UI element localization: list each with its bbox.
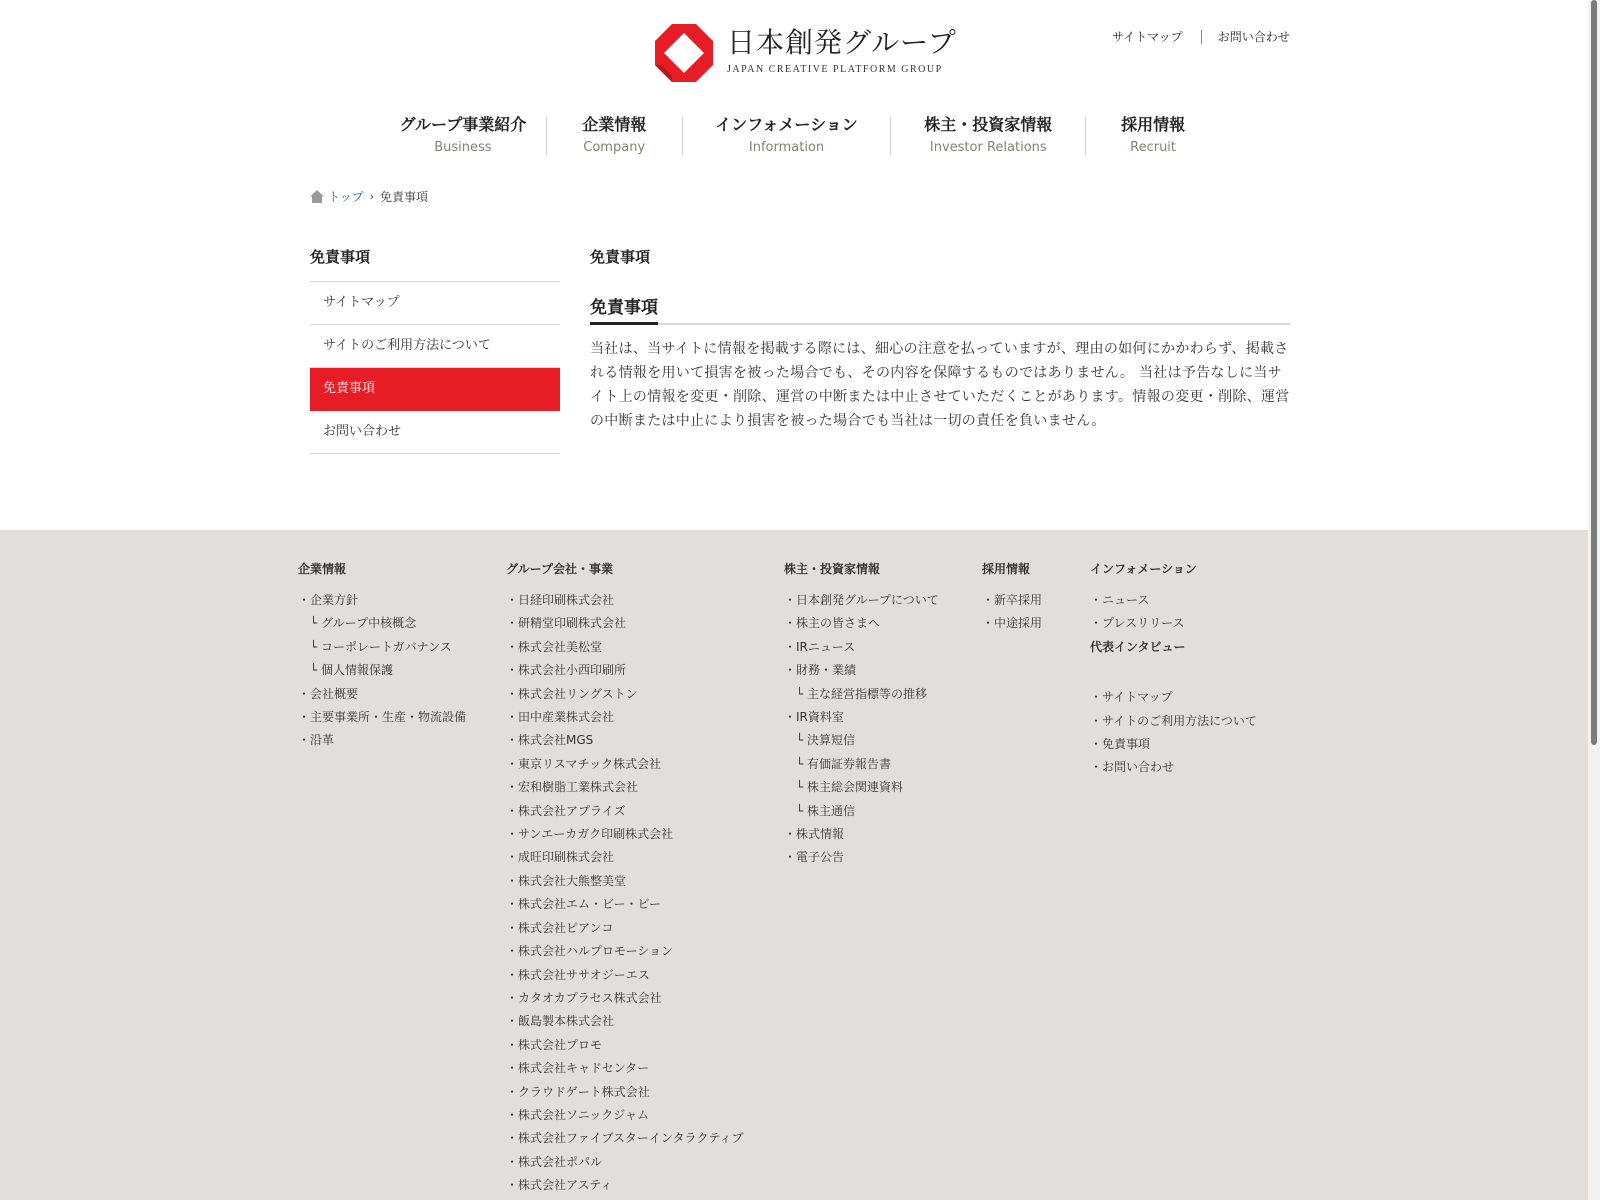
sidebar [310,240,560,454]
footer-link[interactable]: ・株式会社アプライズ [506,803,626,818]
footer-link[interactable]: ・会社概要 [298,686,359,701]
footer-link[interactable]: ・株式会社大熊整美堂 [506,873,627,888]
footer-link[interactable]: ・株式会社キャドセンター [506,1061,650,1076]
footer-link[interactable]: ・沿革 [298,733,335,748]
footer-link[interactable]: ・株式会社小西印刷所 [506,663,627,678]
footer-link[interactable]: ・電子公告 [784,850,845,865]
footer-link[interactable]: ・主要事業所・生産・物流設備 [298,710,467,725]
footer-link[interactable]: ・サイトのご利用方法について [1090,713,1257,728]
gnav-sublabel: Information [748,140,825,155]
footer-link[interactable]: ・ニュース [1090,593,1150,607]
footer-link[interactable]: ・株式会社ポパル [506,1154,603,1169]
footer-link[interactable]: ・株式会社ファイブスターインタラクティブ [506,1131,744,1146]
footer-link[interactable]: ・株式会社エム・ビー・ビー [506,897,662,912]
disclaimer-text: 当社は、当サイトに情報を掲載する際には、細心の注意を払っていますが、理由の如何にかかわらず、掲載される情報を用いて損害を被った場合でも、その内容を保障するものではありません。 当社は予告なしに当サイト上の情報を変更・削除、運営の中断または中止させていただくことがあります。情報の変更・削除、運営の中断または中止により損害を被った場合でも当社は一切の責任を負いません。 [590,341,1290,429]
footer-link[interactable]: └ 主な経営指標等の推移 [796,686,928,701]
page-title: 免責事項 [590,248,651,266]
sidebar-item-site-usage[interactable]: サイトのご利用方法について [310,325,560,368]
gnav-item-business[interactable] [380,112,546,158]
footer-heading-interview[interactable]: 代表インタビュー [1090,639,1186,654]
top-link-sitemap[interactable]: サイトマップ [1112,30,1183,44]
footer-link[interactable]: └ コーポレートガバナンス [310,639,452,654]
footer-heading: 企業情報 [298,562,347,576]
gnav-item-company[interactable] [547,112,682,158]
footer-link[interactable]: ・サイトマップ [1090,690,1173,705]
footer-link[interactable]: ・宏和樹脂工業株式会社 [506,780,639,795]
footer-link[interactable]: ・株式会社リングストン [506,686,638,701]
footer-link[interactable]: ・企業方針 [298,593,359,607]
sidebar-item-disclaimer[interactable]: 免責事項 [310,368,560,411]
footer-link[interactable]: ・株式会社ピアンコ [506,920,614,935]
footer-heading: 株主・投資家情報 [784,562,881,576]
footer-link[interactable]: └ グループ中核概念 [310,616,417,631]
footer-link[interactable]: └ 株主通信 [796,803,856,818]
gnav-sublabel: Business [434,140,492,155]
footer-link[interactable]: └ 株主総会関連資料 [796,780,904,795]
site-logo[interactable] [655,24,957,82]
footer-link[interactable]: ・お問い合わせ [1090,760,1175,775]
footer-link[interactable]: ・IR資料室 [784,710,844,725]
footer-link[interactable]: ・田中産業株式会社 [506,710,615,725]
sidebar-item-contact[interactable]: お問い合わせ [310,411,560,454]
top-link-contact[interactable]: お問い合わせ [1217,30,1290,44]
gnav-label: グループ事業紹介 [399,115,527,134]
top-links-divider [1201,30,1202,44]
footer-link[interactable]: ・サンエーカガク印刷株式会社 [506,827,674,842]
logo-japanese-text: 日本創発グループ [727,26,957,59]
footer-link[interactable]: ・株式会社MGS [506,733,594,748]
section-heading-bar [590,295,1290,325]
breadcrumb [310,188,428,205]
footer-link[interactable]: ・新卒採用 [982,593,1043,607]
footer-link[interactable]: ・プレスリリース [1090,616,1185,631]
footer-col-ir [784,560,939,870]
gnav-sublabel: Recruit [1130,140,1177,155]
footer-heading: 採用情報 [982,562,1031,576]
breadcrumb-current: 免責事項 [380,190,429,204]
footer-link[interactable]: ・株式会社ササオジーエス [506,967,650,982]
gnav-item-investor-relations[interactable] [891,112,1085,158]
footer-heading: インフォメーション [1090,562,1197,576]
sidebar-title: 免責事項 [310,240,560,282]
footer-link[interactable]: ・株式会社美松堂 [506,639,603,654]
footer-col-recruit [982,560,1042,636]
logo-english-text: JAPAN CREATIVE PLATFORM GROUP [727,64,943,75]
gnav-item-information[interactable] [683,112,891,158]
footer-link[interactable]: ・研精堂印刷株式会社 [506,616,627,631]
footer-link[interactable]: ・中途採用 [982,616,1043,631]
footer-link[interactable]: ・東京リスマチック株式会社 [506,756,662,771]
page-scrollbar[interactable] [1588,0,1600,1200]
footer-link[interactable]: └ 有価証券報告書 [796,756,892,771]
footer-link[interactable]: ・株式会社ソニックジャム [506,1107,650,1122]
footer-link[interactable]: ・株主の皆さまへ [784,616,881,631]
footer-link[interactable]: ・成旺印刷株式会社 [506,850,615,865]
logo-mark-icon [655,24,713,82]
footer-link[interactable]: ・株式情報 [784,827,845,842]
sidebar-item-sitemap[interactable]: サイトマップ [310,282,560,325]
footer-link[interactable]: ・クラウドゲート株式会社 [506,1084,650,1099]
footer-link[interactable]: └ 決算短信 [796,733,856,748]
footer-link[interactable]: ・カタオカプラセス株式会社 [506,990,662,1005]
gnav-label: 株主・投資家情報 [924,115,1053,134]
footer-link[interactable]: ・日本創発グループについて [784,593,939,607]
footer-spacer [1090,659,1257,686]
footer-link[interactable]: ・飯島製本株式会社 [506,1014,615,1029]
footer-col-group [506,560,743,1198]
gnav-label: 企業情報 [582,115,647,134]
footer-link[interactable]: ・株式会社プロモ [506,1037,603,1052]
footer-link[interactable]: ・日経印刷株式会社 [506,593,615,607]
breadcrumb-home-link[interactable]: トップ [328,190,364,204]
footer-col-company [298,560,466,753]
main-content [590,240,1290,447]
top-links [1112,28,1290,45]
scrollbar-thumb[interactable] [1591,0,1597,745]
chevron-right-icon: › [369,190,375,203]
site-header [0,0,1600,100]
footer-link[interactable]: └ 個人情報保護 [310,663,394,678]
gnav-item-recruit[interactable] [1086,112,1220,158]
gnav-sublabel: Company [583,140,646,155]
gnav-sublabel: Investor Relations [929,140,1047,155]
gnav-label: 採用情報 [1121,115,1186,134]
section-heading: 免責事項 [590,293,658,325]
footer-link[interactable]: ・株式会社アスティ [506,1178,613,1193]
footer-link[interactable]: ・株式会社ハルプロモーション [506,944,674,959]
site-footer [0,530,1600,1200]
footer-link[interactable]: ・IRニュース [784,639,856,654]
footer-link[interactable]: ・財務・業績 [784,663,857,678]
home-icon [310,190,324,203]
gnav-label: インフォメーション [715,115,858,134]
global-nav [380,112,1220,158]
footer-link[interactable]: ・免責事項 [1090,737,1151,752]
footer-col-information [1090,560,1257,780]
footer-heading: グループ会社・事業 [506,562,614,576]
